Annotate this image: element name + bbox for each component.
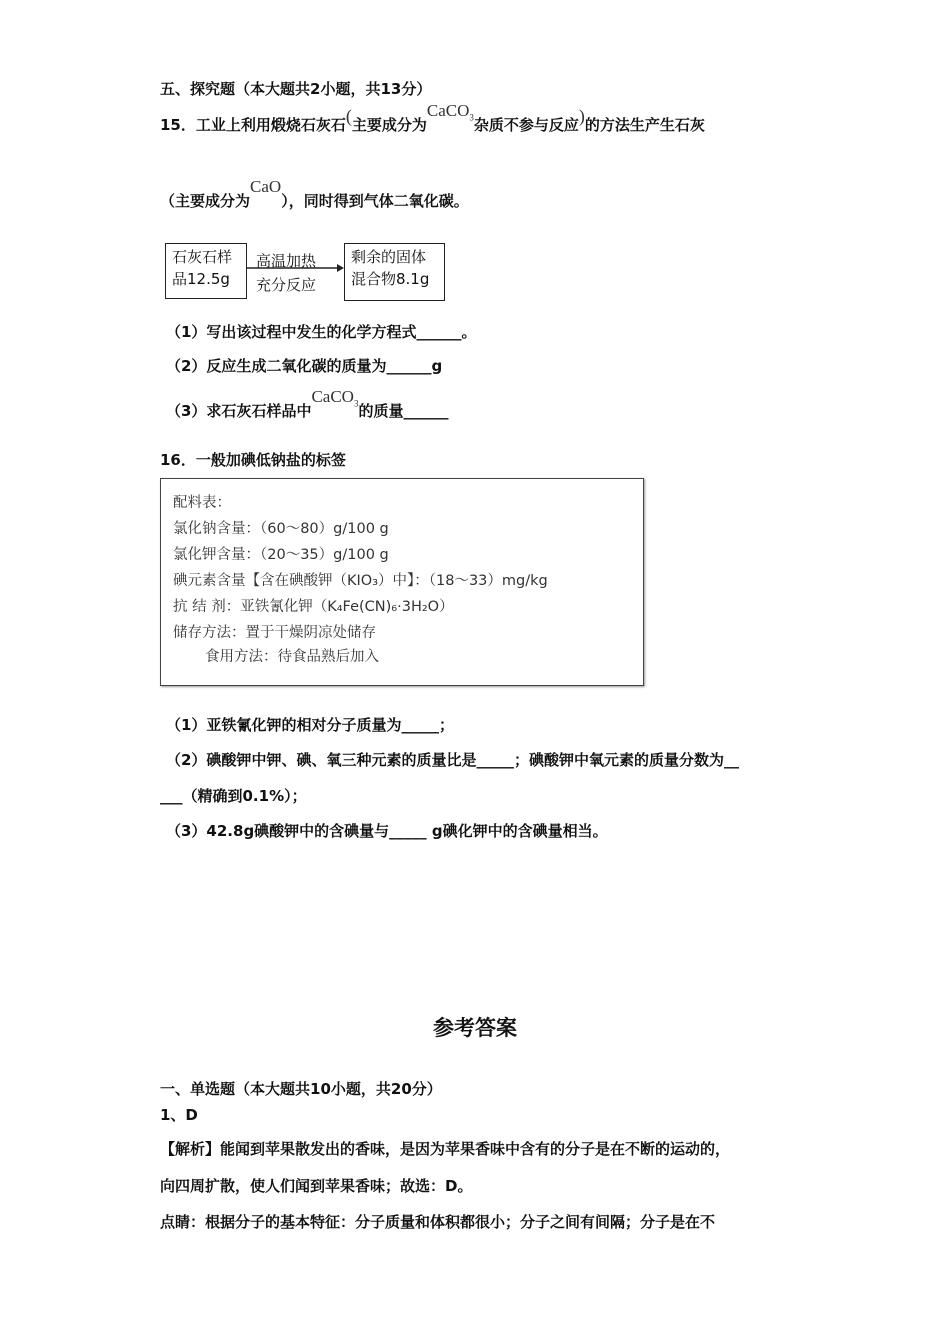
q16-sub1: （1）亚铁氰化钾的相对分子质量为_____； [166, 716, 454, 734]
label-line-1: 配料表： [173, 495, 231, 511]
q15-text-d: 的方法生产生石灰 [584, 116, 705, 134]
analysis-line-1: 【解析】能闻到苹果散发出的香味，是因为苹果香味中含有的分子是在不断的运动的， [160, 1140, 731, 1158]
answer-1: 1、D [160, 1106, 198, 1124]
q15-sub1: （1）写出该过程中发生的化学方程式______。 [166, 323, 477, 341]
label-line-7: 食用方法：待食品熟后加入 [205, 649, 379, 665]
sample-box: 石灰石样 品12.5g [165, 243, 247, 299]
label-line-2: 氯化钠含量：（60～80）g/100 g [173, 521, 389, 537]
comment-line: 点睛：根据分子的基本特征：分子质量和体积都很小；分子之间有间隔；分子是在不 [160, 1213, 716, 1231]
q15-line2 [160, 177, 469, 211]
answers-section1: 一、单选题（本大题共10小题，共20分） [160, 1080, 442, 1098]
q15-text-a: 15．工业上利用煅烧石灰石 [160, 116, 346, 134]
formula-cao: CaO [250, 177, 282, 196]
formula-caco3-2: CaCO$_3$ [311, 387, 359, 409]
paren-close: ) [578, 106, 585, 126]
q15-sub3: （3）求石灰石样品中CaCO$_3$的质量______ [166, 387, 449, 420]
q15-text-f: ），同时得到气体二氧化碳。 [281, 192, 469, 210]
formula-caco3: CaCO$_3$ [426, 101, 474, 123]
label-line-3: 氯化钾含量：（20～35）g/100 g [173, 547, 389, 563]
q15-text-b: 主要成分为 [351, 116, 427, 134]
q16-sub3: （3）42.8g碘酸钾中的含碘量与_____ g碘化钾中的含碘量相当。 [166, 822, 608, 840]
q15-text-c: 杂质不参与反应 [473, 116, 579, 134]
section-heading: 五、探究题（本大题共2小题，共13分） [160, 80, 432, 98]
q16-sub2a: （2）碘酸钾中钾、碘、氧三种元素的质量比是_____；碘酸钾中氧元素的质量分数为__ [166, 751, 739, 769]
analysis-line-2: 向四周扩散，使人们闻到苹果香味；故选：D。 [160, 1177, 473, 1195]
residue-box: 剩余的固体 混合物8.1g [344, 243, 445, 301]
label-line-4: 碘元素含量【含在碘酸钾（KIO₃）中】：（18～33）mg/kg [173, 573, 548, 589]
q16-sub2b: ___（精确到0.1%）； [160, 787, 307, 805]
label-line-6: 储存方法：置于干燥阴凉处储存 [173, 625, 376, 641]
answers-title: 参考答案 [433, 1016, 517, 1040]
q15-line1 [160, 101, 705, 136]
arrow-label-bottom: 充分反应 [256, 276, 317, 294]
paren-open: ( [345, 106, 352, 126]
q15-text-e: （主要成分为 [160, 192, 251, 210]
q15-sub2: （2）反应生成二氧化碳的质量为______g [166, 357, 443, 375]
label-line-5: 抗 结 剂：亚铁氰化钾（K₄Fe(CN)₆·3H₂O） [173, 599, 454, 615]
arrow-icon [247, 262, 345, 274]
arrow-label-top: 高温加热 [256, 252, 317, 270]
q16-title: 16．一般加碘低钠盐的标签 [160, 451, 346, 469]
salt-label-box [160, 478, 644, 686]
